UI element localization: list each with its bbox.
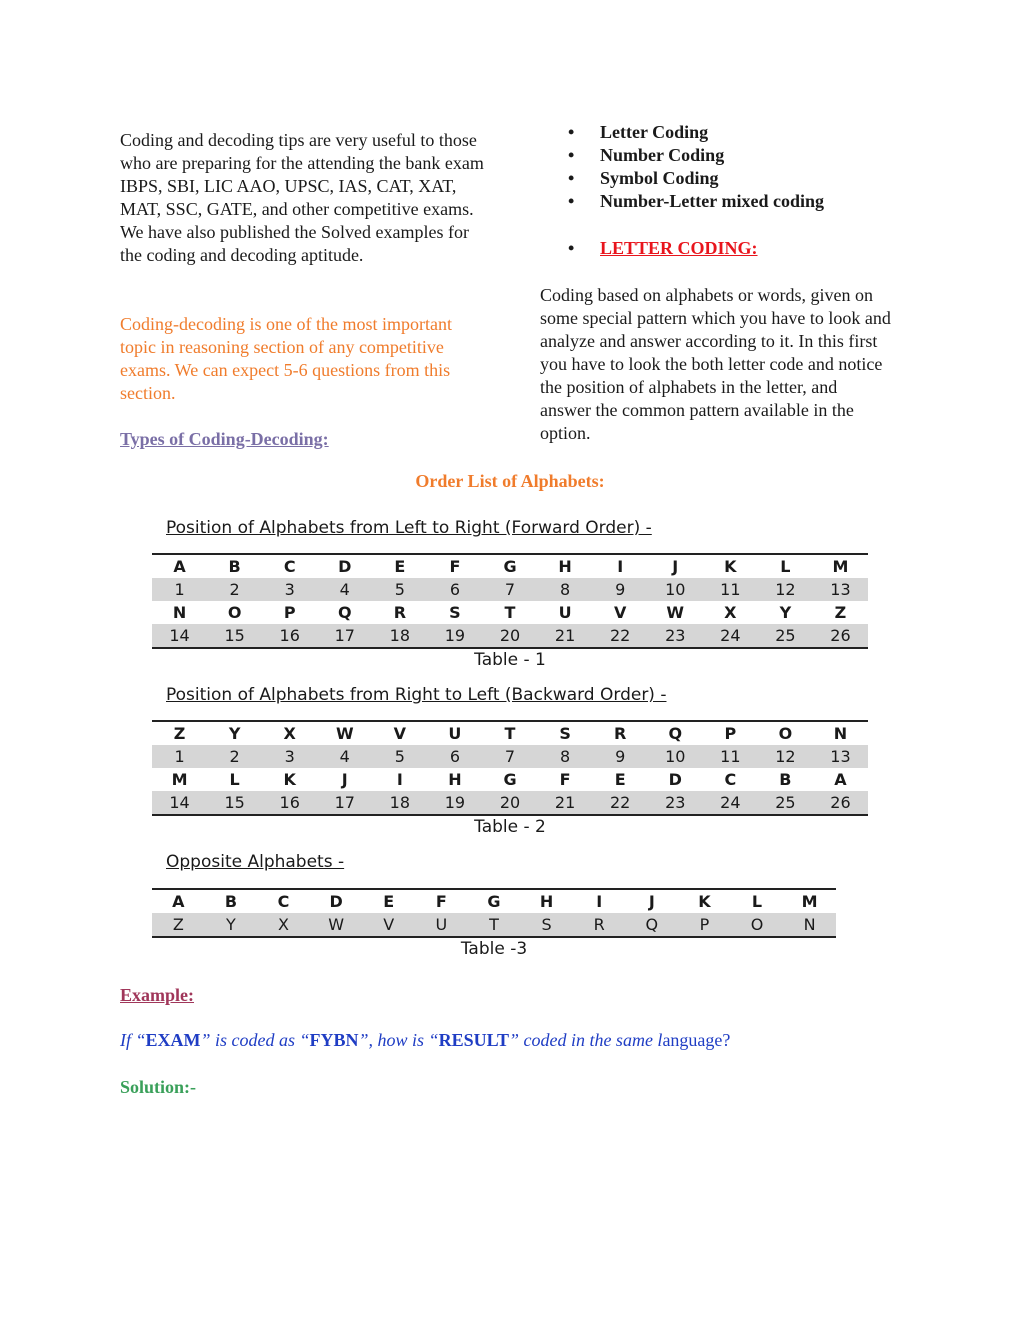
table-row: A B C D E F G H I J K L M (172, 892, 818, 911)
table-row: Z Y X W V U T S R Q P O N (173, 724, 848, 743)
bullet-icon: • (568, 238, 575, 258)
table-row: 14 15 16 17 18 19 20 21 22 23 24 25 26 (152, 791, 868, 814)
intro-paragraph: Coding and decoding tips are very useful to those who are preparing for the attending the bank exam IBPS, SBI, LIC AAO, UPSC, IAS, CAT, XAT, MAT, SSC, GATE, and other competitive exams. We have also published the Solved examples for the coding and decoding aptitude. (120, 130, 484, 265)
table-row: 1 2 3 4 5 6 7 8 9 10 11 12 13 (152, 745, 868, 768)
table-row: A B C D E F G H I J K L M (173, 557, 849, 576)
table1 (152, 553, 868, 649)
list-item: • Number Coding (568, 145, 725, 165)
table3 (152, 888, 836, 938)
table2-title: Position of Alphabets from Right to Left (Backward Order) - (166, 685, 667, 705)
order-list-heading: Order List of Alphabets: (415, 471, 605, 491)
letter-coding-heading: • LETTER CODING: (568, 238, 758, 258)
table2 (152, 720, 868, 816)
bullet-icon: • (568, 145, 575, 165)
table3-title: Opposite Alphabets - (166, 852, 345, 872)
example-heading: Example: (120, 985, 194, 1005)
highlight-paragraph: Coding-decoding is one of the most important topic in reasoning section of any competitive exams. We can expect 5-6 questions from this section. (120, 314, 452, 403)
bullet-icon: • (568, 122, 575, 142)
coding-types-list (540, 121, 824, 213)
solution-label: Solution:- (120, 1077, 197, 1097)
table-row: M L K J I H G F E D C B A (171, 770, 847, 789)
example-question: If “EXAM” is coded as “FYBN”, how is “RESULT” coded in the same language? (120, 1030, 731, 1050)
list-item: • Symbol Coding (568, 168, 719, 188)
letter-coding-paragraph: Coding based on alphabets or words, given on some special pattern which you have to look and analyze and answer according to it. In this first you have to look the both letter code and notice the position of alphabets in the letter, and answer the common pattern available in the option. (540, 285, 891, 443)
bullet-icon: • (568, 191, 575, 211)
list-item: • Number-Letter mixed coding (568, 191, 824, 211)
list-item: • Letter Coding (568, 122, 709, 142)
table1-caption: Table - 1 (474, 650, 546, 670)
bullet-icon: • (568, 168, 575, 188)
table2-caption: Table - 2 (474, 817, 546, 837)
table3-caption: Table -3 (460, 939, 528, 959)
table-row: Z Y X W V U T S R Q P O N (152, 913, 836, 936)
table-row: 14 15 16 17 18 19 20 21 22 23 24 25 26 (152, 624, 868, 647)
table-row: 1 2 3 4 5 6 7 8 9 10 11 12 13 (152, 578, 868, 601)
types-heading: Types of Coding-Decoding: (120, 429, 329, 449)
table-row: N O P Q R S T U V W X Y Z (172, 603, 847, 622)
table1-title: Position of Alphabets from Left to Right (Forward Order) - (166, 518, 652, 538)
